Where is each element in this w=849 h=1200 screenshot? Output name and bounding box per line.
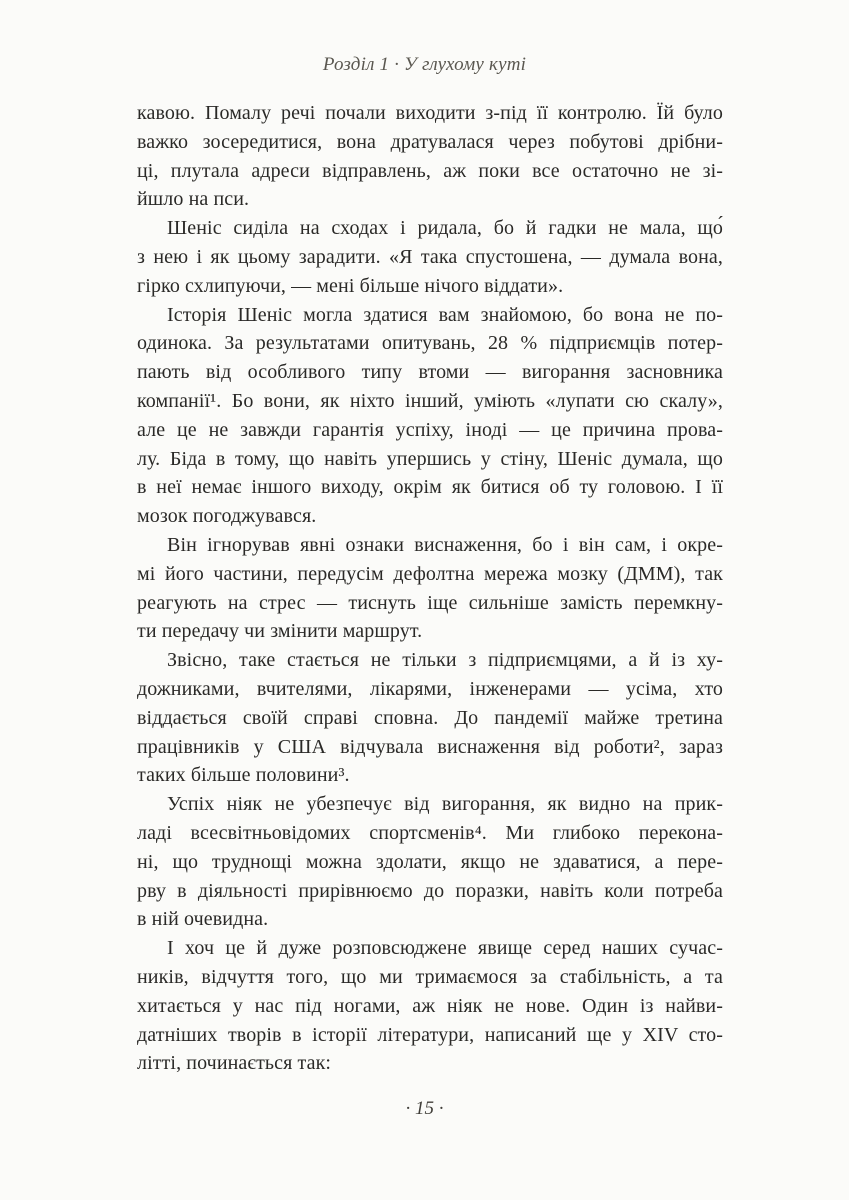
text-line: компанії¹. Бо вони, як ніхто інший, уміють «лупати сю скалу», <box>137 389 723 412</box>
text-line: мозок погоджувався. <box>137 505 317 528</box>
text-line: важко зосередитися, вона дратувалася через побутові дрібни- <box>137 130 723 153</box>
text-line: працівників у США відчувала виснаження від роботи², зараз <box>137 735 723 758</box>
text-line: віддається своїй справі сповна. До пандемії майже третина <box>137 706 723 729</box>
text-line: в неї немає іншого виходу, окрім як битися об ту головою. І її <box>137 476 723 499</box>
text-line: кавою. Помалу речі почали виходити з-під її контролю. Їй було <box>137 102 723 124</box>
paragraph <box>137 934 723 1078</box>
text-line: одинока. За результатами опитувань, 28 % підприємців потер- <box>137 332 723 355</box>
text-line: таких більше половини³. <box>137 764 350 787</box>
text-line: літті, починається так: <box>137 1052 332 1075</box>
text-line: мі його частини, передусім дефолтна мережа мозку (ДММ), так <box>137 562 723 585</box>
body-text-block <box>137 99 723 1078</box>
text-line: але це не завжди гарантія успіху, іноді — це причина прова- <box>137 418 723 441</box>
text-line: ти передачу чи змінити маршрут. <box>137 620 423 643</box>
text-line: з нею і як цьому зарадити. «Я така спустошена, — думала вона, <box>137 245 723 268</box>
page-number: · 15 · <box>405 1098 444 1119</box>
text-line: в ній очевидна. <box>137 908 269 931</box>
text-line: реагують на стрес — тиснуть іще сильніше замість перемкну- <box>137 591 723 614</box>
text-line: ці, плутала адреси відправлень, аж поки все остаточно не зі- <box>137 159 723 182</box>
text-line: рву в діяльності прирівнюємо до поразки, навіть коли потреба <box>137 879 723 902</box>
text-line: лу. Біда в тому, що навіть упершись у стіну, Шеніс думала, що <box>137 447 723 470</box>
text-line: йшло на пси. <box>137 188 250 211</box>
text-line: ників, відчуття того, що ми тримаємося за стабільність, а та <box>137 965 723 988</box>
text-line: Успіх ніяк не убезпечує від вигорання, як видно на прик- <box>167 793 723 816</box>
text-line: гірко схлипуючи, — мені більше нічого віддати». <box>137 274 564 297</box>
paragraph <box>137 99 723 214</box>
text-line: хитається у нас під ногами, аж ніяк не нове. Один із найви- <box>137 994 723 1017</box>
text-line: Звісно, таке стається не тільки з підприємцями, а й із ху- <box>167 649 723 672</box>
text-line: ладі всесвітньовідомих спортсменів⁴. Ми глибоко перекона- <box>137 821 723 844</box>
text-line: дожниками, вчителями, лікарями, інженерами — усіма, хто <box>137 677 723 700</box>
text-line: Шеніс сиділа на сходах і ридала, бо й гадки не мала, що́ <box>167 217 723 240</box>
text-line: пають від особливого типу втоми — вигорання засновника <box>137 361 723 384</box>
paragraph <box>137 301 723 531</box>
running-header: Розділ 1 · У глухому куті <box>322 54 527 75</box>
text-line: Він ігнорував явні ознаки виснаження, бо і він сам, і окре- <box>167 533 723 556</box>
paragraph <box>137 531 723 646</box>
paragraph <box>137 790 723 934</box>
text-line: І хоч це й дуже розповсюджене явище серед наших сучас- <box>167 937 723 960</box>
text-line: Історія Шеніс могла здатися вам знайомою, бо вона не по- <box>167 303 723 326</box>
paragraph <box>137 214 723 300</box>
text-line: ні, що труднощі можна здолати, якщо не здаватися, а пере- <box>137 850 723 873</box>
text-line: датніших творів в історії літератури, написаний ще у XIV сто- <box>137 1023 723 1046</box>
paragraph <box>137 646 723 790</box>
